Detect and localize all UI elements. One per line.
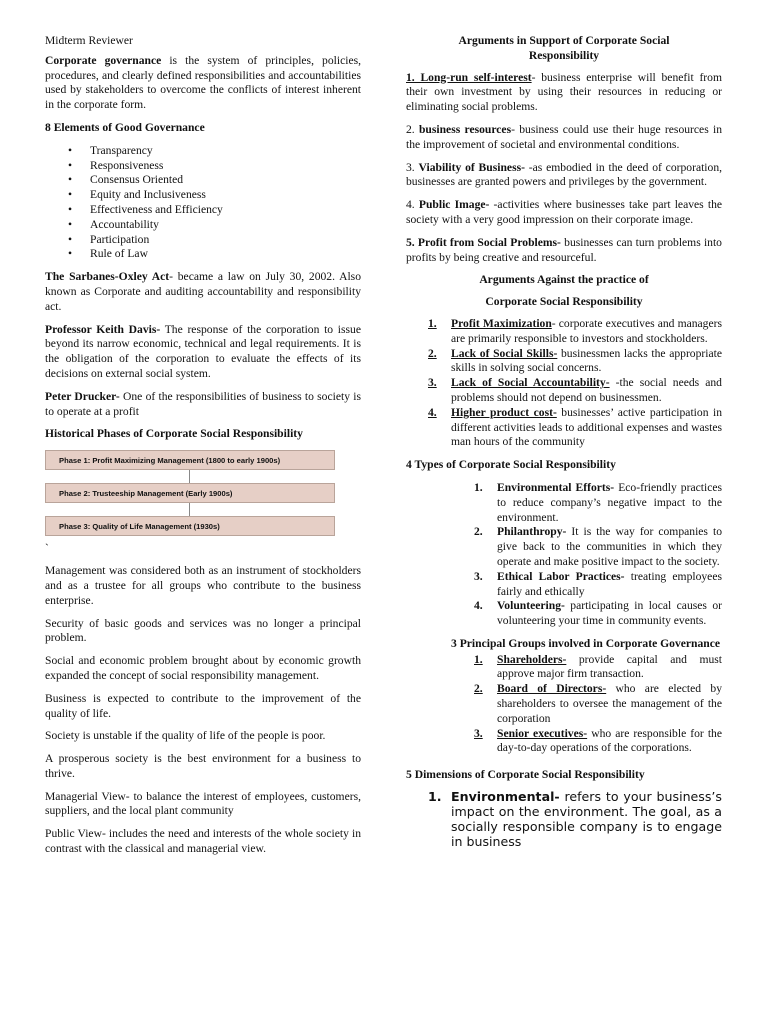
dimensions-list [406, 789, 722, 849]
item-number: 4. [428, 405, 437, 419]
definition: businessmen lacks the appropriate skills in solving social concerns. [451, 346, 722, 375]
definition: -as embodied in the deed of corporation, businesses are granted powers and privileges by the government. [406, 160, 723, 189]
list-item [474, 525, 722, 569]
phase-paragraphs [45, 564, 361, 857]
paragraph: Security of basic goods and services was no longer a principal problem. [45, 616, 361, 645]
term: Higher product cost- [451, 405, 557, 419]
against-heading-line2: Corporate Social Responsibility [485, 295, 643, 309]
definition: businesses can turn problems into profits by being creative and resourceful. [406, 235, 722, 264]
right-column [406, 34, 722, 857]
drucker-definition [45, 390, 361, 420]
definition: - corporate executives and managers are primarily responsible to investors and stockholders. [451, 316, 722, 345]
support-argument [406, 123, 722, 153]
stray-mark: ` [45, 542, 49, 556]
definition: It is the way for companies to give back to the communities in which they operate and make positive impact to the society. [497, 525, 722, 568]
term: Volunteering- [497, 599, 565, 613]
types-heading: 4 Types of Corporate Social Responsibility [406, 458, 616, 472]
definition: refers to your business’s impact on the environment. The goal, as a socially responsible company is to engage in business [451, 789, 722, 850]
left-column [45, 34, 361, 865]
definition: -the social needs and problems should not depend on businessmen. [451, 376, 722, 404]
item-number: 1. [474, 480, 483, 494]
list-item [428, 405, 722, 450]
item-number: 3. [474, 569, 483, 583]
csr-types-list [406, 481, 722, 629]
definition: - business could use their huge resources in the improvement of societal and environmental conditions. [406, 122, 722, 151]
list-item [428, 316, 722, 347]
definition: - became a law on July 30, 2002. Also known as Corporate and auditing accountability and responsibility act. [45, 270, 361, 313]
item-number: 3. [406, 160, 419, 174]
definition: One of the responsibilities of business to society is to operate at a profit [45, 389, 361, 418]
support-arguments [406, 71, 722, 266]
term: Environmental- [451, 789, 560, 805]
term: Profit Maximization [451, 316, 552, 330]
paragraph: Management was considered both as an instrument of stockholders and as a trustee for all groups who contribute to the business enterprise. [45, 564, 361, 607]
list-item [474, 726, 722, 757]
paragraph: A prosperous society is the best environment for a business to thrive. [45, 752, 361, 780]
list-item: • Rule of Law [90, 247, 361, 262]
term: Senior executives- [497, 726, 588, 740]
support-argument [406, 198, 722, 228]
term: Environmental Efforts- [497, 480, 615, 494]
item-number: 2. [474, 682, 483, 696]
groups-list [406, 653, 722, 757]
item-number: 1. [428, 789, 442, 805]
definition: who are responsible for the day-to-day operations of the corporations. [497, 726, 722, 755]
term: Board of Directors- [497, 682, 607, 696]
list-item [474, 480, 722, 525]
paragraph: Managerial View- to balance the interest of employees, customers, suppliers, and the local plant community [45, 789, 361, 818]
list-item: • Effectiveness and Efficiency [90, 203, 361, 218]
list-item [428, 789, 722, 850]
dimensions-heading: 5 Dimensions of Corporate Social Responsibility [406, 768, 645, 782]
definition: is the system of principles, policies, procedures, and clearly defined responsibilities and accountabilities used by stakeholders to overcome the conflicts of interest inherent in the corporate form. [45, 53, 361, 112]
support-argument [406, 236, 722, 266]
against-heading-line1: Arguments Against the practice of [479, 273, 649, 287]
phase-connector [189, 470, 190, 483]
term: business resources [418, 122, 512, 136]
definition: provide capital and must approve major firm transaction. [497, 652, 722, 681]
sox-definition [45, 270, 361, 314]
list-item: • Accountability [90, 218, 361, 233]
phases-diagram [45, 450, 335, 536]
davis-definition [45, 323, 361, 382]
term: Ethical Labor Practices- [497, 569, 625, 583]
term: The Sarbanes-Oxley Act [45, 270, 170, 284]
list-item: • Responsiveness [90, 159, 361, 174]
item-number: 1. [474, 652, 483, 666]
term: Public Image- [418, 198, 490, 212]
definition: -activities where businesses take part leaves the society with a very good impression on their corporate image. [406, 198, 723, 226]
item-number: 2. [406, 122, 419, 136]
against-arguments [406, 317, 722, 450]
term: Shareholders- [497, 652, 567, 666]
list-item: • Participation [90, 233, 361, 248]
elements-heading: 8 Elements of Good Governance [45, 120, 205, 134]
definition: participating in local causes or volunteering your time in community events. [497, 599, 722, 628]
list-item [474, 682, 722, 726]
term: Corporate governance [45, 53, 162, 67]
definition: The response of the corporation to issue beyond its narrow economic, technical and legal requirements. It is the obligation of the corporation to evaluate the effects of its decisions on external social system. [45, 322, 361, 380]
term: Lack of Social Accountability- [451, 376, 610, 390]
definition: treating employees fairly and ethically [497, 569, 722, 598]
support-heading: Arguments in Support of Corporate Social Responsibility [458, 34, 670, 62]
phase-box: Phase 1: Profit Maximizing Management (1800 to early 1900s) [45, 450, 335, 470]
term: Philanthropy- [497, 525, 567, 539]
list-item [474, 569, 722, 600]
paragraph: Business is expected to contribute to the improvement of the quality of life. [45, 691, 361, 720]
term: 1. Long-run self-interest [406, 70, 532, 84]
definition: businesses’ active participation in different activities leads to additional expenses and wastes man hours of the community [451, 405, 722, 449]
phase-box: Phase 3: Quality of Life Management (1930s) [45, 516, 335, 536]
term: Viability of Business- [418, 160, 525, 174]
definition: - business enterprise will benefit from their own investment by using their resources in reducing or eliminating social problems. [406, 70, 722, 114]
list-item: • Consensus Oriented [90, 173, 361, 188]
list-item: • Equity and Inclusiveness [90, 188, 361, 203]
item-number: 2. [474, 525, 483, 539]
definition: Eco-friendly practices to reduce company’s negative impact to the environment. [497, 480, 722, 524]
phase-box: Phase 2: Trusteeship Management (Early 1900s) [45, 483, 335, 503]
groups-heading: 3 Principal Groups involved in Corporate Governance [451, 636, 721, 650]
document-title: Midterm Reviewer [45, 34, 133, 47]
phase-connector [189, 503, 190, 516]
paragraph: Society is unstable if the quality of life of the people is poor. [45, 729, 326, 743]
phases-heading: Historical Phases of Corporate Social Responsibility [45, 427, 303, 441]
item-number: 4. [474, 599, 483, 613]
term: Professor Keith Davis- [45, 322, 161, 336]
list-item [428, 346, 722, 377]
list-item [474, 652, 722, 683]
list-item [428, 376, 722, 406]
item-number: 4. [406, 198, 419, 212]
corporate-governance-definition [45, 54, 361, 113]
paragraph: Public View- includes the need and interests of the whole society in contrast with the classical and managerial view. [45, 827, 361, 856]
list-item [474, 599, 722, 629]
elements-list [45, 144, 361, 262]
item-number: 3. [428, 376, 437, 390]
support-argument [406, 161, 722, 191]
term: 5. Profit from Social Problems- [406, 235, 561, 249]
list-item: • Transparency [90, 144, 361, 159]
term: Lack of Social Skills- [451, 346, 558, 360]
definition: who are elected by shareholders to oversee the management of the corporation [497, 682, 722, 725]
item-number: 2. [428, 346, 437, 360]
support-argument [406, 71, 722, 115]
term: Peter Drucker- [45, 389, 120, 403]
paragraph: Social and economic problem brought about by economic growth expanded the concept of social responsibility management. [45, 654, 361, 682]
item-number: 1. [428, 316, 437, 330]
item-number: 3. [474, 726, 483, 740]
